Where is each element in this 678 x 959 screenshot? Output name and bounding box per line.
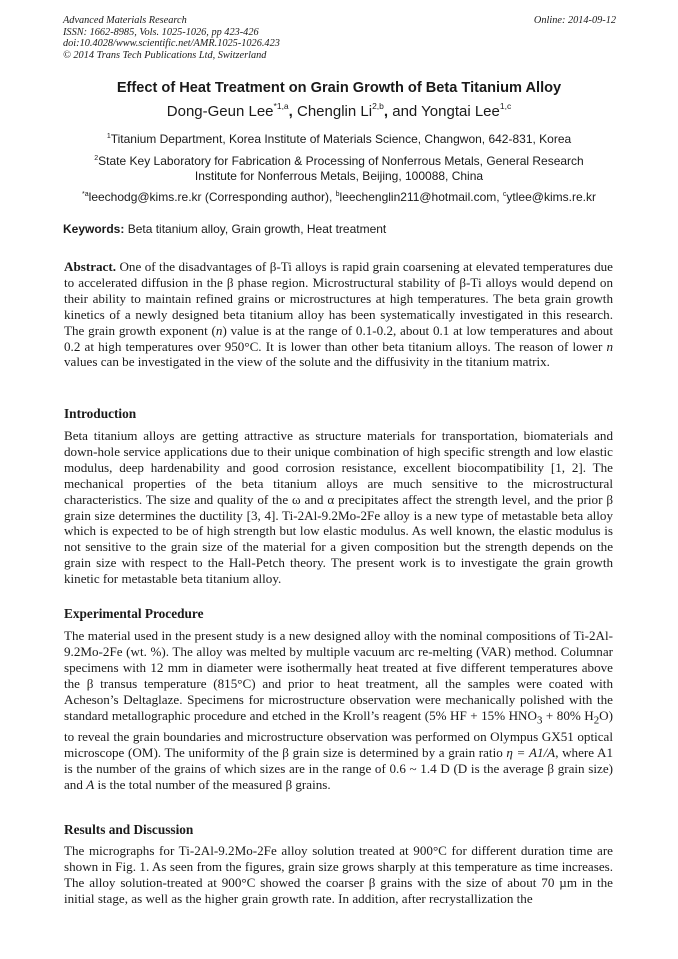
copyright-line: © 2014 Trans Tech Publications Ltd, Switzerland (63, 49, 267, 61)
doi-line: doi:10.4028/www.scientific.net/AMR.1025-1026.423 (63, 38, 280, 50)
abstract-paragraph (64, 259, 613, 370)
experimental-text: The material used in the present study is a new designed alloy with the nominal compositions of Ti-2Al-9.2Mo-2Fe (wt. %). The alloy was melted by multiple vacuum arc re-melting (VAR) method. Columnar specimens with 12 mm in diameter were isothermally heat treated at five different temperatures above the β transus temperature (815°C) and prior to heat treatment, all the samples were coated with Acheson’s Deltaglaze. Specimens for microstructure observation were mechanically polished with the standard metallographic procedure and etched in the Kroll’s reagent (5% HF + 15% HNO (64, 628, 613, 723)
section-heading-experimental: Experimental Procedure (64, 606, 204, 621)
online-date: Online: 2014-09-12 (533, 15, 616, 26)
keywords-label: Keywords: (63, 222, 125, 236)
affiliation-number: 1 (106, 133, 111, 140)
abstract-text: values can be investigated in the view of the solute and the diffusivity in the titanium matrix. (64, 354, 550, 370)
affiliation-1 (40, 130, 638, 147)
keywords (63, 222, 386, 236)
author-name: Dong-Geun Lee (166, 103, 274, 120)
experimental-subscript: 2 (593, 714, 600, 727)
author-superscript: *1,a (273, 101, 289, 111)
affiliation-2 (40, 152, 638, 183)
abstract-italic: n (215, 322, 223, 338)
results-paragraph: The micrographs for Ti-2Al-9.2Mo-2Fe alloy solution treated at 900°C for different duration time are shown in Fig. 1. As seen from the figures, grain size grows sharply at this temperature as time increases. The alloy solution-treated at 900°C showed the coarser β grains with the size of about 70 µm in the initial stage, as well as the higher grain growth rate. In addition, after recrystallization the (64, 843, 613, 906)
abstract-label: Abstract. (64, 259, 116, 274)
abstract-text: One of the disadvantages of β-Ti alloys is rapid grain coarsening at elevated temperatures due to accelerated diffusion in the β phase region. Microstructural stability of β-Ti alloys would depend on their ability to maintain refined grains or microstructures at high temperatures. The beta grain growth kinetics of a newly designed beta titanium alloy has been systematically investigated in this research. The grain growth exponent ( (64, 259, 613, 338)
email-superscript: b (335, 191, 340, 198)
journal-name: Advanced Materials Research (63, 15, 187, 26)
affiliation-text: State Key Laboratory for Fabrication & Processing of Nonferrous Metals, General Research (98, 154, 584, 168)
experimental-text: is the total number of the measured β grains. (94, 776, 331, 792)
affiliation-text: Institute for Nonferrous Metals, Beijing, 100088, China (194, 168, 484, 183)
affiliation-number: 2 (94, 155, 99, 162)
introduction-paragraph: Beta titanium alloys are getting attractive as structure materials for transportation, biomaterials and down-hole service applications due to their unique combination of high specific strength and low elastic modulus, deep hardenability and good corrosion resistance, excellent biocompatibility [1, 2]. The mechanical properties of the beta titanium alloys are much sensitive to the microstructural characteristics. The size and quality of the ω and α precipitates affect the strength level, and the prior β grain size determines the ductility [3, 4]. Ti-2Al-9.2Mo-2Fe alloy is a new type of metastable beta alloy which is expected to be of high strength but low elastic modulus. As well known, the elastic modulus is not sensitive to the grain size of the material for a given composition but the strength depends on the grain size with respect to the Hall-Petch theory. The present work is to investigate the grain growth kinetic for metastable beta titanium alloy. (64, 428, 613, 587)
email-link[interactable]: leechodg@kims.re.kr (Corresponding author), (88, 190, 336, 204)
keywords-text: Beta titanium alloy, Grain growth, Heat treatment (127, 222, 387, 236)
experimental-text: , where A1 is the number of the grains of which sizes are in the range of 0.6 ~ 1.4 D (D is the average β grain size) and (64, 744, 614, 792)
email-link[interactable]: ytlee@kims.re.kr (506, 190, 596, 204)
experimental-subscript: 3 (536, 714, 543, 727)
section-heading-introduction: Introduction (64, 406, 137, 421)
affiliation-text: Titanium Department, Korea Institute of Materials Science, Changwon, 642-831, Korea (110, 132, 572, 146)
author-name: Yongtai Lee (421, 103, 500, 120)
abstract-text: ) value is at the range of 0.1-0.2, about 0.1 at low temperatures and about 0.2 at high temperatures over 950°C. It is lower than other beta titanium alloys. The reason of lower (64, 322, 613, 354)
experimental-text: O) to reveal the grain boundaries and microstructure observation was performed on Olympus GX51 optical microscope (OM). The uniformity of the β grain size is determined by a grain ratio (64, 707, 613, 760)
experimental-equation: η = A1/A (506, 744, 556, 760)
email-superscript: *a (82, 191, 89, 198)
author-superscript: 2,b (372, 101, 384, 111)
experimental-italic: A (86, 776, 95, 792)
email-link[interactable]: leechenglin211@hotmail.com, (339, 190, 503, 204)
email-superscript: c (502, 191, 507, 198)
author-list: Dong-Geun Lee$^{*1,a}$, Chenglin Li$^{2,b}$, and Yongtai Lee$^{1,c}$ (166, 101, 512, 120)
section-heading-results: Results and Discussion (64, 822, 194, 837)
author-emails (40, 188, 638, 205)
paper-title: Effect of Heat Treatment on Grain Growth of Beta Titanium Alloy (116, 80, 562, 96)
experimental-text: + 80% H (542, 707, 594, 723)
experimental-paragraph (64, 628, 613, 793)
journal-header (63, 15, 616, 61)
issn-line: ISSN: 1662-8985, Vols. 1025-1026, pp 423-426 (63, 26, 259, 38)
abstract-italic: n (606, 338, 613, 354)
author-name: Chenglin Li (297, 103, 373, 120)
author-superscript: 1,c (499, 101, 512, 111)
author-conjunction: and (392, 103, 418, 120)
